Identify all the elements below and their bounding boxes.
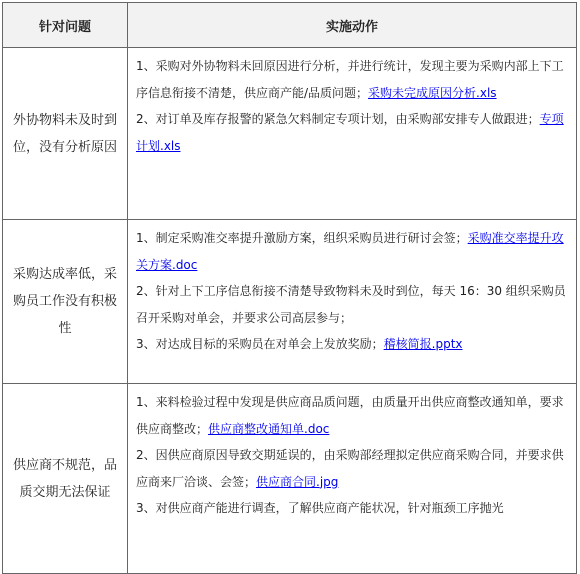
issue-cell: 供应商不规范，品质交期无法保证 (3, 384, 128, 574)
table-row (3, 48, 577, 220)
header-issue: 针对问题 (3, 3, 128, 48)
action-plan-table (2, 2, 577, 574)
attachment-link[interactable]: 采购准交率提升攻关方案.doc (136, 231, 564, 272)
action-item (136, 106, 570, 159)
action-text: 1、制定采购准交率提升激励方案，组织采购员进行研讨会签； (136, 231, 468, 245)
header-action: 实施动作 (128, 3, 577, 48)
action-item (136, 389, 570, 442)
action-item (136, 53, 570, 106)
action-item (136, 495, 570, 522)
action-text: 3、对供应商产能进行调查，了解供应商产能状况，针对瓶颈工序抛光 (136, 501, 504, 515)
table-row (3, 220, 577, 384)
table-row (3, 384, 577, 574)
action-text: 1、采购对外协物料未回原因进行分析，并进行统计，发现主要为采购内部上下工序信息衔接不清楚，供应商产能/品质问题； (136, 59, 564, 100)
attachment-link[interactable]: 专项计划.xls (136, 112, 564, 153)
action-cell (128, 384, 577, 574)
action-item (136, 278, 570, 331)
attachment-link[interactable]: 采购未完成原因分析.xls (368, 85, 497, 100)
action-text: 2、对订单及库存报警的紧急欠料制定专项计划，由采购部安排专人做跟进； (136, 112, 540, 126)
attachment-link[interactable]: 供应商合同.jpg (256, 474, 339, 489)
table-header-row (3, 3, 577, 48)
issue-cell: 采购达成率低，采购员工作没有积极性 (3, 220, 128, 384)
action-text: 3、对达成目标的采购员在对单会上发放奖励； (136, 337, 384, 351)
action-text: 2、针对上下工序信息衔接不清楚导致物料未及时到位，每天 16：30 组织采购员召开采购对单会，并要求公司高层参与； (136, 284, 566, 325)
action-cell (128, 220, 577, 384)
issue-cell: 外协物料未及时到位，没有分析原因 (3, 48, 128, 220)
attachment-link[interactable]: 稽核简报.pptx (383, 337, 463, 351)
action-cell (128, 48, 577, 220)
action-text: 2、因供应商原因导致交期延误的，由采购部经理拟定供应商采购合同，并要求供应商来厂洽谈、会签； (136, 448, 564, 489)
action-item (136, 225, 570, 278)
action-item (136, 442, 570, 495)
action-text: 1、来料检验过程中发现是供应商品质问题，由质量开出供应商整改通知单，要求供应商整改； (136, 395, 564, 436)
action-item (136, 331, 570, 358)
attachment-link[interactable]: 供应商整改通知单.doc (208, 421, 330, 436)
